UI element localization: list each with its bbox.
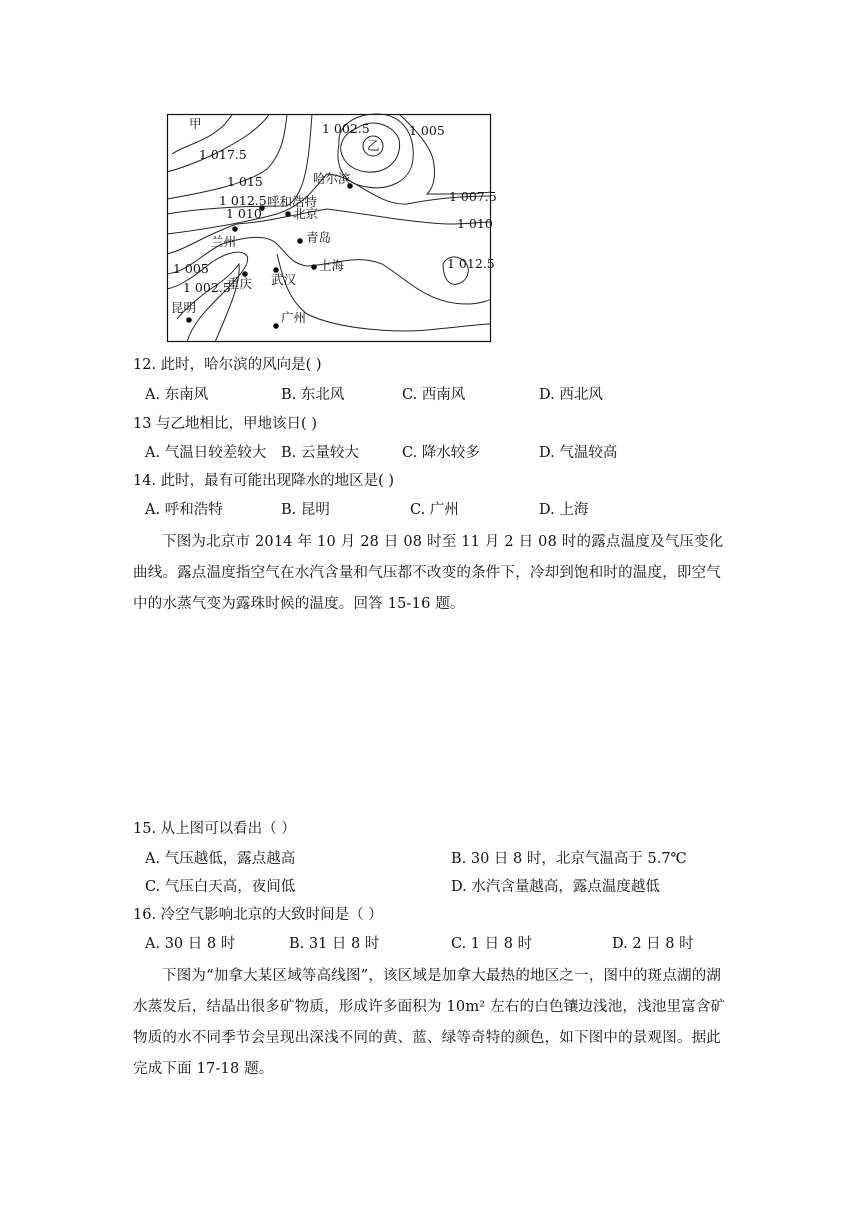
label-isobar: 1 002.5 <box>322 121 370 136</box>
question-16-option-c: C. 1 日 8 时 <box>451 936 533 952</box>
label-chongqing: 重庆 <box>227 276 253 291</box>
label-harbin: 哈尔滨 <box>313 171 351 186</box>
question-16-option-b: B. 31 日 8 时 <box>289 936 380 952</box>
label-isobar: 1 010 <box>457 216 493 231</box>
question-15-option-b: B. 30 日 8 时，北京气温高于 5.7℃ <box>451 851 687 867</box>
label-isobar: 1 005 <box>409 123 445 138</box>
label-isobar: 1 005 <box>173 261 209 276</box>
label-hohhot: 呼和浩特 <box>267 194 318 209</box>
question-15-option-a: A. 气压越低，露点越高 <box>145 851 296 867</box>
label-jia: 甲 <box>189 116 202 131</box>
question-14-option-c: C. 广州 <box>410 502 459 518</box>
city-dot-shanghai <box>311 264 317 270</box>
question-13-stem: 13 与乙地相比，甲地该日( ) <box>133 416 317 432</box>
city-dot-lanzhou <box>232 226 238 232</box>
question-14-option-b: B. 昆明 <box>281 502 330 518</box>
label-beijing: 北京 <box>293 206 319 221</box>
question-12-stem: 12. 此时，哈尔滨的风向是( ) <box>133 357 322 373</box>
question-13-option-d: D. 气温较高 <box>539 445 618 461</box>
city-dot-guangzhou <box>273 323 279 329</box>
city-dot-qingdao <box>297 238 303 244</box>
question-13-option-a: A. 气温日较差较大 <box>145 445 267 461</box>
label-isobar: 1 017.5 <box>199 147 247 162</box>
intro-paragraph-17-18: 下图为“加拿大某区域等高线图”，该区域是加拿大最热的地区之一，图中的斑点湖的湖水蒸发后，结晶出很多矿物质，形成许多面积为 10m² 左右的白色镶边浅池，浅池里富含矿物质的水不同季节会呈现出深浅不同的黄、蓝、绿等奇特的颜色，如下图中的景观图。据此完成下面 17-18 题。 <box>133 968 726 1077</box>
label-wuhan: 武汉 <box>271 272 297 287</box>
label-lanzhou: 兰州 <box>211 234 237 249</box>
question-14-option-a: A. 呼和浩特 <box>145 502 223 518</box>
label-guangzhou: 广州 <box>281 310 307 325</box>
question-13-option-c: C. 降水较多 <box>402 445 480 461</box>
question-16-stem: 16. 冷空气影响北京的大致时间是（ ） <box>133 907 383 923</box>
label-isobar: 1 002.5 <box>183 280 231 295</box>
isobar-map <box>167 114 497 342</box>
isobar-map-svg <box>167 114 497 342</box>
label-kunming: 昆明 <box>171 300 197 315</box>
question-12-option-a: A. 东南风 <box>145 387 209 403</box>
label-isobar: 1 010 <box>226 206 262 221</box>
question-16-option-d: D. 2 日 8 时 <box>612 936 694 952</box>
question-15-stem: 15. 从上图可以看出（ ） <box>133 821 296 837</box>
label-isobar: 1 012.5 <box>219 193 267 208</box>
question-14-option-d: D. 上海 <box>539 502 589 518</box>
label-isobar: 1 012.5 <box>447 256 495 271</box>
question-12-option-c: C. 西南风 <box>402 387 466 403</box>
label-qingdao: 青岛 <box>306 230 332 245</box>
question-12-option-d: D. 西北风 <box>539 387 603 403</box>
label-shanghai: 上海 <box>319 258 345 273</box>
city-dot-beijing <box>285 211 291 217</box>
intro-paragraph-15-16: 下图为北京市 2014 年 10 月 28 日 08 时至 11 月 2 日 08 时的露点温度及气压变化曲线。露点温度指空气在水汽含量和气压都不改变的条件下，冷却到饱和时的温度，即空气中的水蒸气变为露珠时候的温度。回答 15-16 题。 <box>133 534 724 612</box>
label-isobar: 1 007.5 <box>449 189 497 204</box>
question-15-option-c: C. 气压白天高，夜间低 <box>145 879 296 895</box>
question-15-option-d: D. 水汽含量越高，露点温度越低 <box>451 879 660 895</box>
question-13-option-b: B. 云量较大 <box>281 445 359 461</box>
label-isobar: 1 015 <box>227 174 263 189</box>
question-16-option-a: A. 30 日 8 时 <box>145 936 236 952</box>
question-14-stem: 14. 此时，最有可能出现降水的地区是( ) <box>133 473 395 489</box>
city-dot-kunming <box>186 317 192 323</box>
question-12-option-b: B. 东北风 <box>281 387 345 403</box>
label-yi: 乙 <box>367 138 380 153</box>
